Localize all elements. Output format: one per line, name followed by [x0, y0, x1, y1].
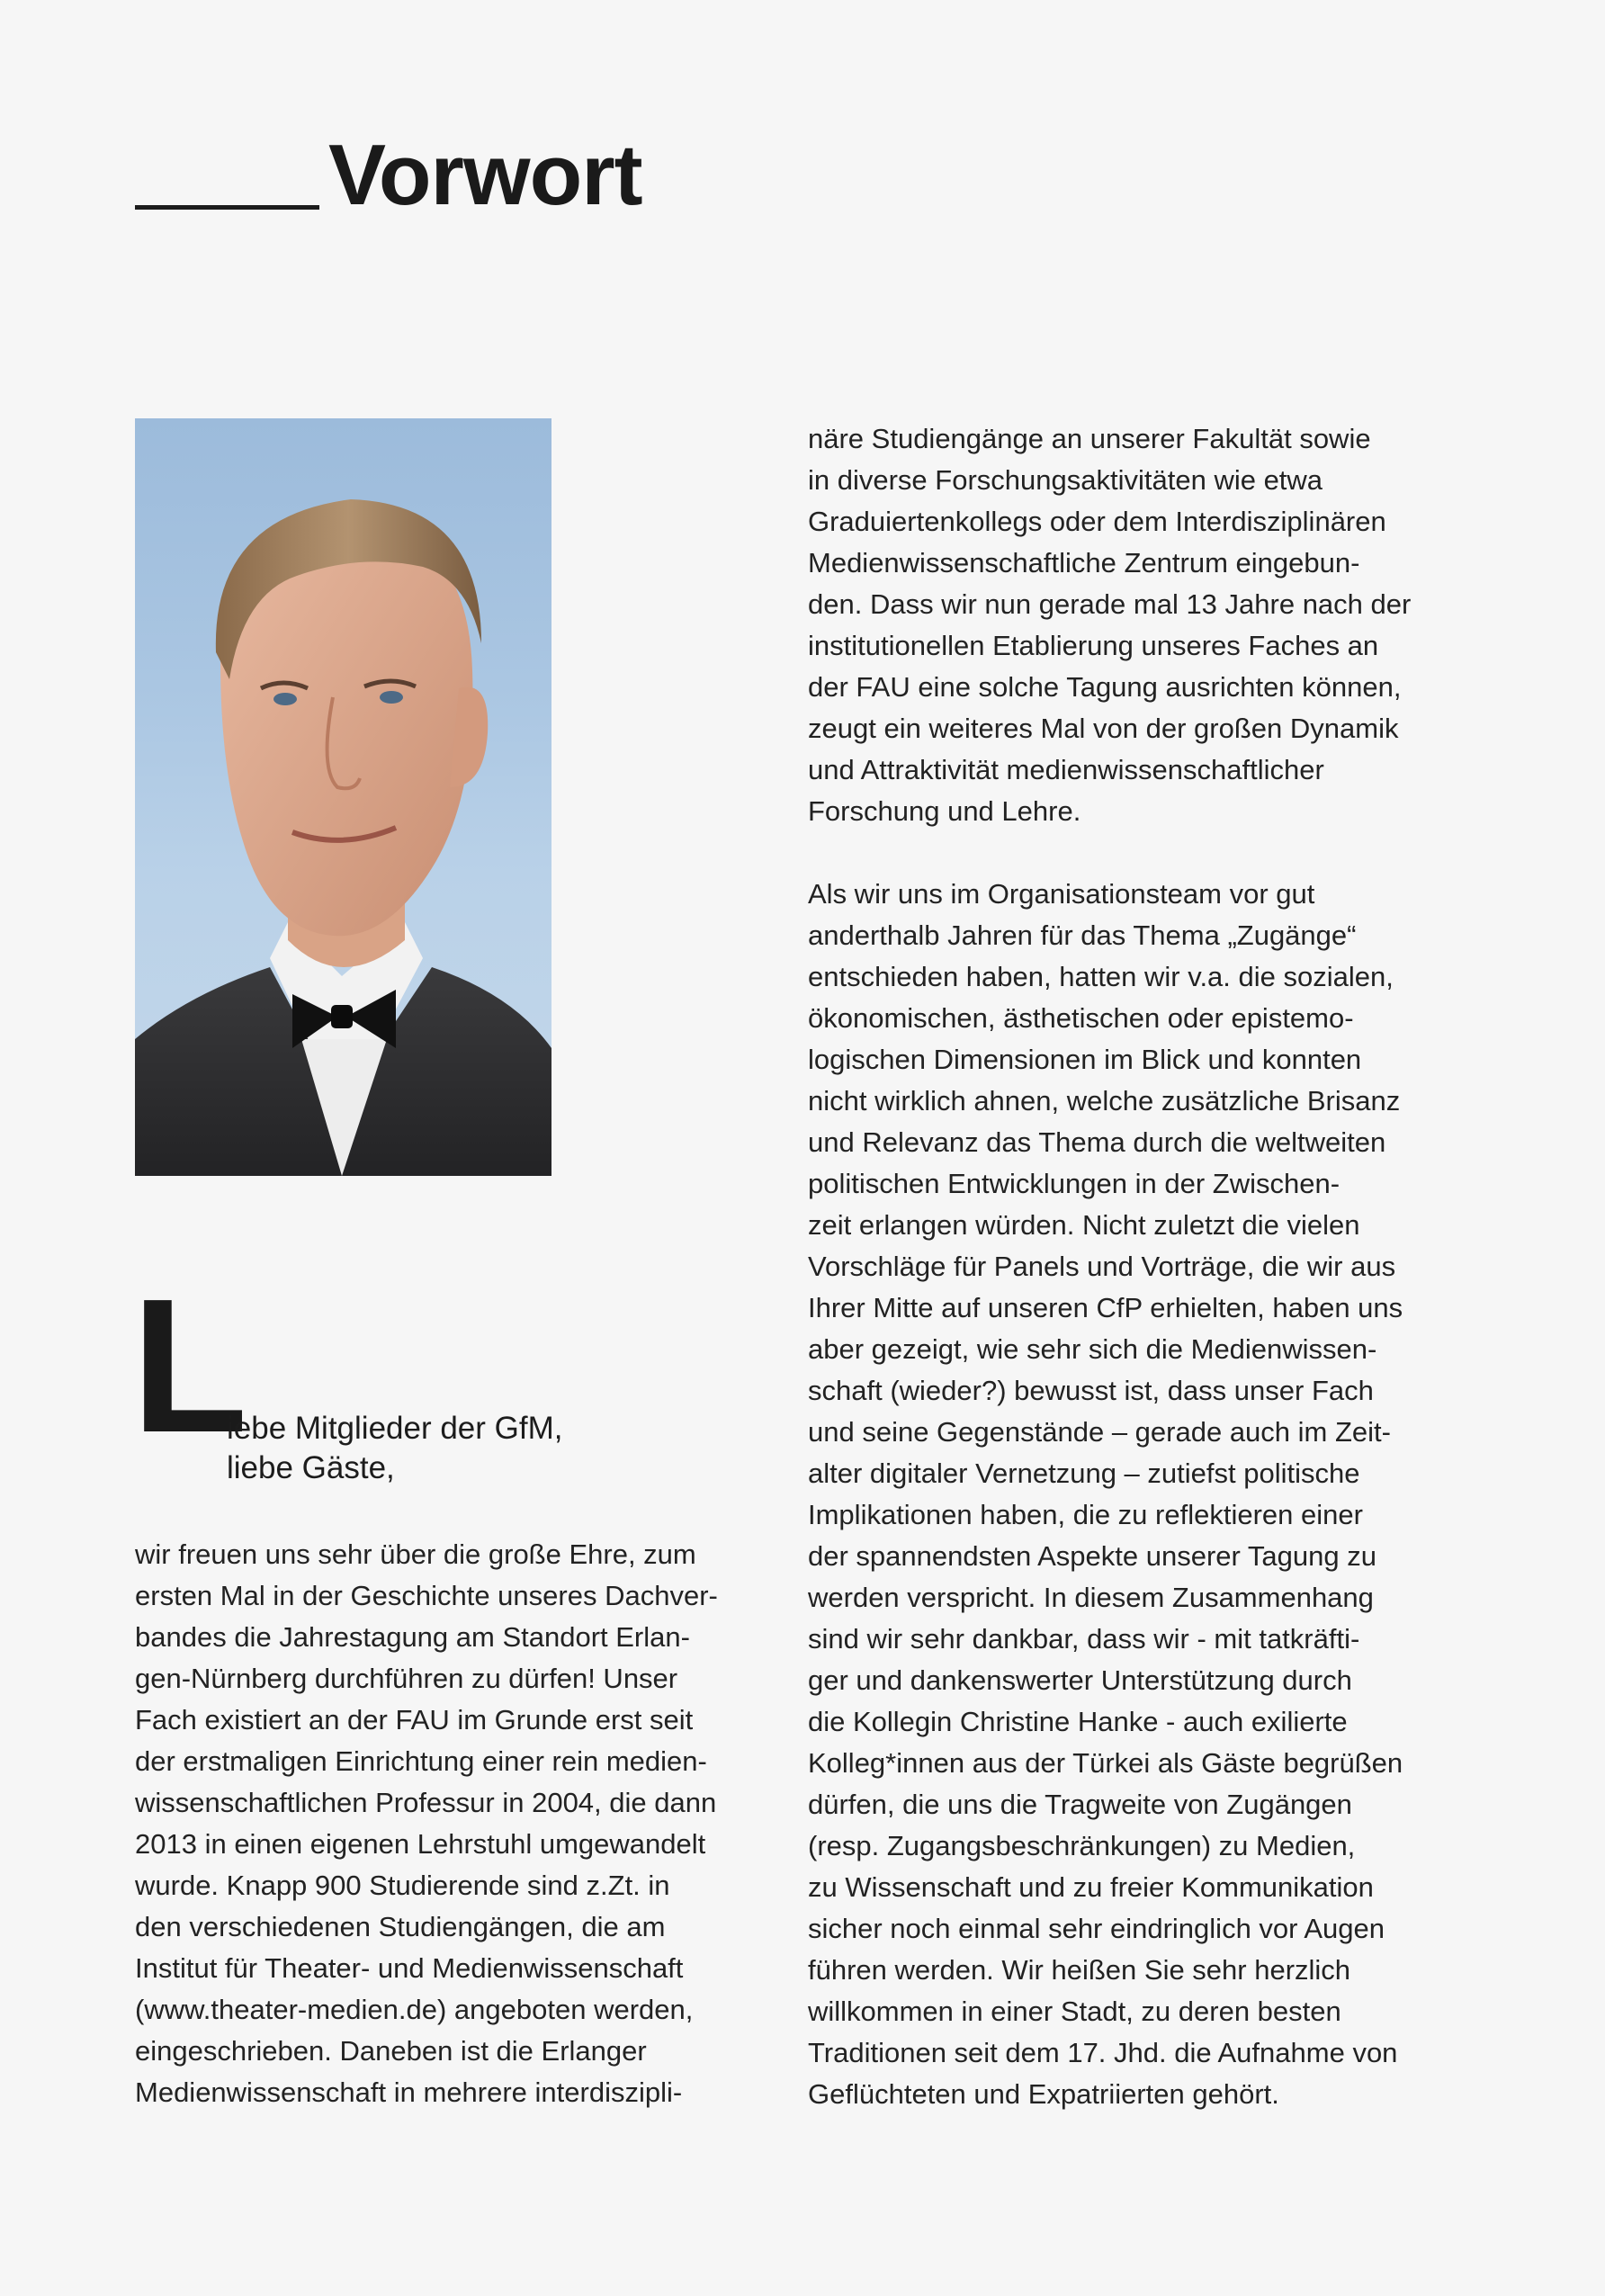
text-line: willkommen in einer Stadt, zu deren besten	[808, 1996, 1341, 2027]
text-line: sicher noch einmal sehr eindringlich vor Augen	[808, 1913, 1385, 1944]
text-line: Forschung und Lehre.	[808, 795, 1081, 827]
text-line: Ihrer Mitte auf unseren CfP erhielten, haben uns	[808, 1292, 1403, 1323]
text-line: Fach existiert an der FAU im Grunde erst seit	[135, 1704, 694, 1735]
title-rule	[135, 205, 319, 210]
text-line: Institut für Theater- und Medienwissenschaft	[135, 1952, 684, 1984]
text-line: logischen Dimensionen im Blick und konnten	[808, 1044, 1362, 1075]
text-line: Geflüchteten und Expatriierten gehört.	[808, 2078, 1279, 2110]
text-line: Als wir uns im Organisationsteam vor gut	[808, 878, 1315, 910]
text-line: gen-Nürnberg durchführen zu dürfen! Unser	[135, 1663, 678, 1694]
text-line: dürfen, die uns die Tragweite von Zugängen	[808, 1789, 1352, 1820]
text-line: wurde. Knapp 900 Studierende sind z.Zt. in	[135, 1870, 670, 1901]
text-line: Traditionen seit dem 17. Jhd. die Aufnahme von	[808, 2037, 1398, 2068]
text-line: führen werden. Wir heißen Sie sehr herzlich	[808, 1954, 1351, 1986]
text-line: Vorschläge für Panels und Vorträge, die wir aus	[808, 1251, 1396, 1282]
text-line: zeugt ein weiteres Mal von der großen Dynamik	[808, 713, 1399, 744]
text-line: den verschiedenen Studiengängen, die am	[135, 1911, 666, 1942]
text-line: ger und dankenswerter Unterstützung durch	[808, 1664, 1352, 1696]
text-line: der FAU eine solche Tagung ausrichten können,	[808, 671, 1402, 703]
text-line: 2013 in einen eigenen Lehrstuhl umgewandelt	[135, 1828, 706, 1860]
text-line: (resp. Zugangsbeschränkungen) zu Medien,	[808, 1830, 1356, 1861]
salutation	[227, 1409, 562, 1488]
text-line: ökonomischen, ästhetischen oder epistemo-	[808, 1002, 1354, 1034]
text-line: Kolleg*innen aus der Türkei als Gäste begrüßen	[808, 1747, 1403, 1779]
text-line: wissenschaftlichen Professur in 2004, die dann	[135, 1787, 717, 1818]
text-line: Medienwissenschaft in mehrere interdisziplі-	[135, 2076, 683, 2108]
text-line: entschieden haben, hatten wir v.a. die sozialen,	[808, 961, 1394, 992]
text-line: der erstmaligen Einrichtung einer rein medien-	[135, 1745, 707, 1777]
text-line: und Relevanz das Thema durch die weltweiten	[808, 1126, 1386, 1158]
text-line: (www.theater-medien.de) angeboten werden,	[135, 1994, 694, 2025]
text-line: der spannendsten Aspekte unserer Tagung zu	[808, 1540, 1376, 1572]
text-line: den. Dass wir nun gerade mal 13 Jahre nach der	[808, 588, 1412, 620]
text-line: nicht wirklich ahnen, welche zusätzliche Brisanz	[808, 1085, 1401, 1117]
text-line: eingeschrieben. Daneben ist die Erlanger	[135, 2035, 647, 2067]
text-line: aber gezeigt, wie sehr sich die Medienwissen-	[808, 1333, 1377, 1365]
text-line: werden verspricht. In diesem Zusammenhang	[808, 1582, 1374, 1613]
text-line: Medienwissenschaftliche Zentrum eingebun-	[808, 547, 1360, 578]
text-line: bandes die Jahrestagung am Standort Erlan-	[135, 1621, 690, 1653]
text-line: und seine Gegenstände – gerade auch im Zeit-	[808, 1416, 1391, 1448]
body-column-left	[135, 1534, 765, 2113]
portrait-illustration	[135, 418, 551, 1176]
text-line: die Kollegin Christine Hanke - auch exilierte	[808, 1706, 1348, 1737]
text-line: zu Wissenschaft und zu freier Kommunikation	[808, 1871, 1374, 1903]
text-line: in diverse Forschungsaktivitäten wie etwa	[808, 464, 1323, 496]
salutation-line: liebe Gäste,	[227, 1450, 395, 1485]
text-line: Implikationen haben, die zu reflektieren einer	[808, 1499, 1363, 1530]
text-line: sind wir sehr dankbar, dass wir - mit tatkräfti-	[808, 1623, 1360, 1655]
text-line: ersten Mal in der Geschichte unseres Dachver-	[135, 1580, 718, 1611]
text-line: institutionellen Etablierung unseres Faches an	[808, 630, 1379, 661]
salutation-line: iebe Mitglieder der GfM,	[227, 1411, 563, 1446]
text-line: und Attraktivität medienwissenschaftlicher	[808, 754, 1324, 785]
text-line: anderthalb Jahren für das Thema „Zugänge“	[808, 919, 1357, 951]
text-line: näre Studiengänge an unserer Fakultät sowie	[808, 423, 1371, 454]
text-line: politischen Entwicklungen in der Zwischen-	[808, 1168, 1340, 1199]
text-line: zeit erlangen würden. Nicht zuletzt die vielen	[808, 1209, 1360, 1241]
text-line: Graduiertenkollegs oder dem Interdisziplinären	[808, 506, 1386, 537]
author-portrait	[135, 418, 551, 1176]
greeting	[131, 1259, 657, 1502]
text-line: alter digitaler Vernetzung – zutiefst politische	[808, 1457, 1360, 1489]
body-column-right-paragraph-2	[808, 874, 1474, 2115]
page-title: Vorwort	[328, 127, 642, 223]
text-line: schaft (wieder?) bewusst ist, dass unser Fach	[808, 1375, 1374, 1406]
text-line: wir freuen uns sehr über die große Ehre, zum	[135, 1538, 696, 1570]
drop-cap: L	[131, 1259, 248, 1472]
body-column-right-paragraph-1	[808, 418, 1474, 832]
